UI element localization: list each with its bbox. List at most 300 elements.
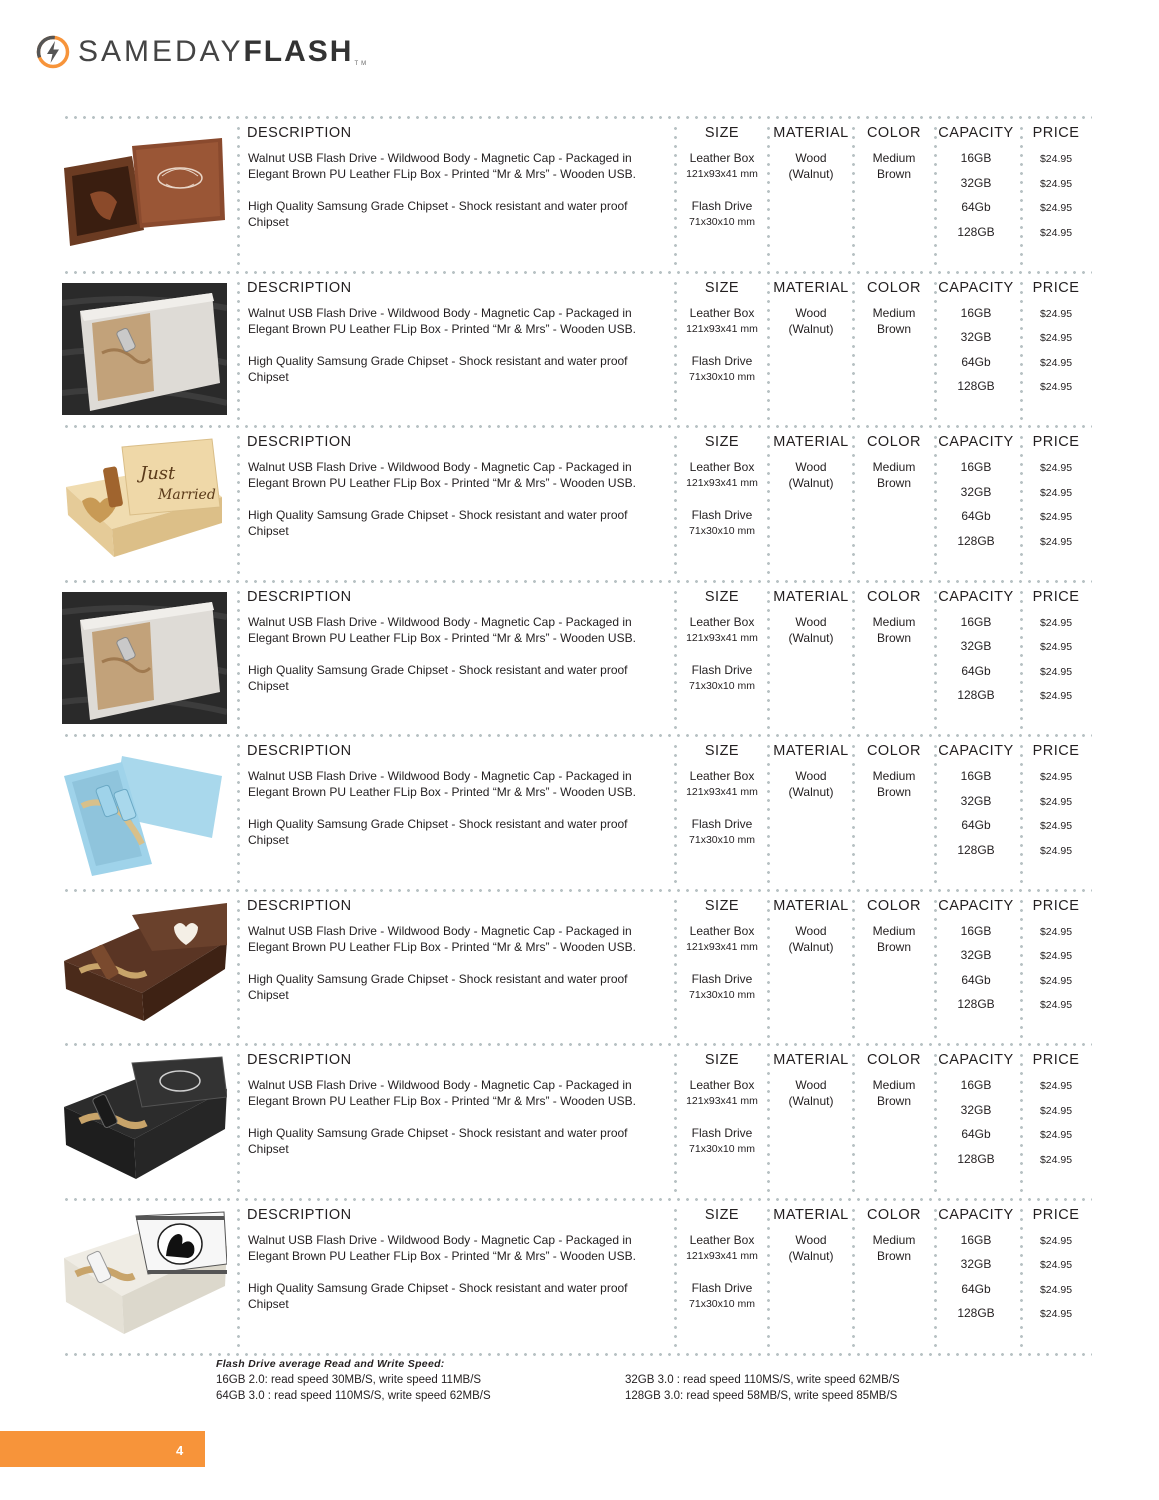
description-text-secondary: High Quality Samsung Grade Chipset - Shock resistant and water proof Chipset bbox=[248, 1126, 628, 1156]
color-detail: Brown bbox=[876, 939, 911, 954]
material-header: MATERIAL bbox=[773, 1052, 849, 1068]
description-text: Walnut USB Flash Drive - Wildwood Body - Magnetic Cap - Packaged in Elegant Brown PU Leather FLip Box - Printed “Mr & Mrs” - Wooden USB. bbox=[248, 769, 636, 799]
product-table bbox=[62, 116, 1092, 1352]
color-value: Medium bbox=[872, 614, 916, 629]
color-column bbox=[855, 743, 933, 800]
size-column bbox=[677, 1207, 767, 1312]
capacity-value: 128GB bbox=[957, 379, 995, 393]
color-column bbox=[855, 125, 933, 182]
size-column bbox=[677, 280, 767, 385]
material-header: MATERIAL bbox=[773, 897, 849, 914]
color-column bbox=[855, 280, 933, 337]
color-column bbox=[855, 1207, 933, 1264]
price-list bbox=[1021, 460, 1091, 558]
price-header: PRICE bbox=[1032, 1052, 1080, 1068]
color-header: COLOR bbox=[866, 125, 922, 141]
capacity-header: CAPACITY bbox=[938, 434, 1014, 450]
product-row bbox=[62, 580, 1092, 735]
size-box-label: Leather Box bbox=[689, 1078, 755, 1092]
product-row bbox=[62, 116, 1092, 271]
material-header: MATERIAL bbox=[773, 743, 849, 759]
description-header: DESCRIPTION bbox=[247, 588, 352, 605]
color-value: Medium bbox=[872, 1232, 916, 1247]
description-header: DESCRIPTION bbox=[247, 279, 352, 296]
material-column bbox=[771, 589, 851, 646]
price-value: $24.95 bbox=[1039, 795, 1073, 808]
dotted-column-divider bbox=[237, 279, 240, 424]
dotted-column-divider bbox=[237, 1051, 240, 1196]
capacity-value: 16GB bbox=[960, 1232, 992, 1247]
capacity-list bbox=[936, 1077, 1016, 1175]
capacity-list bbox=[936, 768, 1016, 866]
dotted-column-divider bbox=[767, 588, 770, 733]
capacity-list bbox=[936, 923, 1016, 1021]
price-value: $24.95 bbox=[1039, 1080, 1073, 1092]
description-header: DESCRIPTION bbox=[247, 125, 352, 141]
svg-text:Just: Just bbox=[140, 463, 176, 484]
capacity-value: 32GB bbox=[960, 793, 992, 808]
price-value: $24.95 bbox=[1039, 616, 1073, 629]
capacity-column bbox=[936, 280, 1016, 403]
product-image bbox=[62, 283, 227, 415]
size-column bbox=[677, 743, 767, 848]
size-box-dimensions: 121x93x41 mm bbox=[686, 322, 758, 335]
description-column bbox=[247, 280, 657, 385]
size-box-dimensions: 121x93x41 mm bbox=[686, 940, 758, 953]
product-row bbox=[62, 425, 1092, 580]
color-column bbox=[855, 434, 933, 491]
price-value: $24.95 bbox=[1039, 511, 1073, 523]
price-header: PRICE bbox=[1032, 125, 1080, 141]
size-box-label: Leather Box bbox=[689, 614, 755, 629]
size-box-dimensions: 121x93x41 mm bbox=[686, 1095, 758, 1107]
capacity-value: 32GB bbox=[960, 330, 992, 344]
dotted-divider bbox=[62, 1043, 1092, 1046]
price-column bbox=[1021, 743, 1091, 867]
product-image bbox=[62, 746, 227, 878]
capacity-value: 32GB bbox=[960, 639, 992, 653]
product-row bbox=[62, 1043, 1092, 1198]
color-header: COLOR bbox=[866, 897, 922, 914]
size-column bbox=[677, 434, 767, 539]
size-drive-label: Flash Drive bbox=[691, 1126, 753, 1140]
price-value: $24.95 bbox=[1039, 332, 1073, 344]
lightning-logo-icon bbox=[36, 35, 70, 69]
size-drive-dimensions: 71x30x10 mm bbox=[689, 988, 755, 1001]
dotted-column-divider bbox=[237, 1206, 240, 1351]
color-detail: Brown bbox=[876, 167, 911, 181]
footer-bar bbox=[0, 1431, 205, 1467]
capacity-value: 128GB bbox=[957, 688, 995, 702]
svg-text:Married: Married bbox=[158, 487, 216, 503]
price-value: $24.95 bbox=[1039, 486, 1073, 499]
capacity-column bbox=[936, 1207, 1016, 1330]
speed-title: Flash Drive average Read and Write Speed: bbox=[216, 1358, 445, 1370]
size-column bbox=[677, 589, 767, 694]
size-drive-dimensions: 71x30x10 mm bbox=[689, 216, 755, 228]
material-column bbox=[771, 898, 851, 955]
price-value: $24.95 bbox=[1039, 1104, 1073, 1117]
capacity-header: CAPACITY bbox=[938, 1206, 1014, 1223]
brand-wordmark bbox=[78, 37, 369, 67]
color-value: Medium bbox=[872, 923, 916, 938]
color-value: Medium bbox=[872, 151, 916, 165]
dotted-divider bbox=[62, 425, 1092, 428]
description-text-secondary: High Quality Samsung Grade Chipset - Shock resistant and water proof Chipset bbox=[248, 662, 628, 693]
capacity-header: CAPACITY bbox=[938, 1052, 1014, 1068]
price-value: $24.95 bbox=[1039, 381, 1073, 393]
capacity-value: 32GB bbox=[960, 484, 992, 499]
description-text: Walnut USB Flash Drive - Wildwood Body - Magnetic Cap - Packaged in Elegant Brown PU Leather FLip Box - Printed “Mr & Mrs” - Wooden USB. bbox=[248, 1232, 636, 1263]
material-value: Wood bbox=[795, 923, 827, 938]
dotted-column-divider bbox=[237, 588, 240, 733]
description-header: DESCRIPTION bbox=[247, 743, 352, 759]
material-detail: (Walnut) bbox=[788, 167, 834, 181]
color-header: COLOR bbox=[866, 434, 922, 450]
color-column bbox=[855, 1052, 933, 1109]
color-detail: Brown bbox=[876, 1248, 911, 1263]
size-box-dimensions: 121x93x41 mm bbox=[686, 1249, 758, 1262]
color-detail: Brown bbox=[876, 476, 911, 490]
description-text: Walnut USB Flash Drive - Wildwood Body - Magnetic Cap - Packaged in Elegant Brown PU Leather FLip Box - Printed “Mr & Mrs” - Wooden USB. bbox=[248, 460, 636, 490]
capacity-value: 16GB bbox=[960, 305, 992, 320]
material-column bbox=[771, 434, 851, 491]
capacity-header: CAPACITY bbox=[938, 279, 1014, 296]
product-image bbox=[62, 901, 227, 1033]
size-drive-label: Flash Drive bbox=[691, 817, 753, 831]
price-value: $24.95 bbox=[1039, 356, 1073, 369]
speed-line: 64GB 3.0 : read speed 110MS/S, write speed 62MB/S bbox=[216, 1390, 491, 1402]
material-header: MATERIAL bbox=[773, 588, 849, 605]
size-box-label: Leather Box bbox=[689, 460, 755, 474]
price-list bbox=[1021, 306, 1091, 404]
price-value: $24.95 bbox=[1039, 999, 1073, 1011]
description-column bbox=[247, 125, 657, 230]
price-value: $24.95 bbox=[1039, 1259, 1073, 1271]
price-header: PRICE bbox=[1032, 279, 1080, 296]
capacity-list bbox=[936, 459, 1016, 557]
capacity-column bbox=[936, 125, 1016, 248]
description-column bbox=[247, 898, 657, 1003]
description-text-secondary: High Quality Samsung Grade Chipset - Shock resistant and water proof Chipset bbox=[248, 508, 628, 538]
dotted-divider bbox=[62, 1198, 1092, 1201]
price-value: $24.95 bbox=[1039, 535, 1073, 548]
color-value: Medium bbox=[872, 1078, 916, 1092]
capacity-value: 128GB bbox=[957, 842, 995, 857]
capacity-value: 128GB bbox=[957, 533, 995, 548]
dotted-divider bbox=[62, 271, 1092, 274]
product-image bbox=[62, 128, 227, 260]
material-value: Wood bbox=[795, 614, 827, 629]
price-column bbox=[1021, 1052, 1091, 1176]
material-column bbox=[771, 125, 851, 182]
price-value: $24.95 bbox=[1039, 925, 1073, 938]
description-text: Walnut USB Flash Drive - Wildwood Body - Magnetic Cap - Packaged in Elegant Brown PU Leather FLip Box - Printed “Mr & Mrs” - Wooden USB. bbox=[248, 151, 636, 181]
price-value: $24.95 bbox=[1039, 771, 1073, 783]
material-value: Wood bbox=[795, 769, 827, 783]
description-header: DESCRIPTION bbox=[247, 1052, 352, 1068]
product-image bbox=[62, 1055, 227, 1187]
dotted-divider bbox=[62, 734, 1092, 737]
price-value: $24.95 bbox=[1039, 153, 1073, 165]
size-box-dimensions: 121x93x41 mm bbox=[686, 168, 758, 180]
size-header: SIZE bbox=[704, 588, 740, 605]
capacity-list bbox=[936, 305, 1016, 403]
color-column bbox=[855, 898, 933, 955]
dotted-column-divider bbox=[767, 1051, 770, 1196]
color-column bbox=[855, 589, 933, 646]
price-list bbox=[1021, 1078, 1091, 1176]
description-header: DESCRIPTION bbox=[247, 434, 352, 450]
description-text: Walnut USB Flash Drive - Wildwood Body - Magnetic Cap - Packaged in Elegant Brown PU Leather FLip Box - Printed “Mr & Mrs” - Wooden USB. bbox=[248, 923, 636, 954]
price-value: $24.95 bbox=[1039, 974, 1073, 987]
price-header: PRICE bbox=[1032, 434, 1080, 450]
price-value: $24.95 bbox=[1039, 1153, 1073, 1166]
capacity-value: 128GB bbox=[957, 224, 995, 239]
size-header: SIZE bbox=[704, 1206, 740, 1223]
material-header: MATERIAL bbox=[773, 279, 849, 296]
size-header: SIZE bbox=[704, 434, 740, 450]
speed-line: 16GB 2.0: read speed 30MB/S, write speed 11MB/S bbox=[216, 1374, 482, 1386]
dotted-column-divider bbox=[237, 742, 240, 887]
size-drive-dimensions: 71x30x10 mm bbox=[689, 679, 755, 692]
size-box-label: Leather Box bbox=[689, 769, 755, 783]
description-header: DESCRIPTION bbox=[247, 1206, 352, 1223]
color-value: Medium bbox=[872, 305, 916, 320]
price-list bbox=[1021, 924, 1091, 1022]
color-header: COLOR bbox=[866, 1052, 922, 1068]
capacity-header: CAPACITY bbox=[938, 897, 1014, 914]
product-row bbox=[62, 1198, 1092, 1353]
size-box-dimensions: 121x93x41 mm bbox=[686, 786, 758, 798]
color-detail: Brown bbox=[876, 321, 911, 336]
brand-name-bold: FLASH bbox=[243, 35, 354, 68]
capacity-value: 128GB bbox=[957, 1306, 995, 1320]
size-box-label: Leather Box bbox=[689, 1232, 755, 1247]
price-value: $24.95 bbox=[1039, 1283, 1073, 1296]
price-column bbox=[1021, 280, 1091, 404]
description-text-secondary: High Quality Samsung Grade Chipset - Shock resistant and water proof Chipset bbox=[248, 353, 628, 384]
description-text: Walnut USB Flash Drive - Wildwood Body - Magnetic Cap - Packaged in Elegant Brown PU Leather FLip Box - Printed “Mr & Mrs” - Wooden USB. bbox=[248, 1078, 636, 1108]
size-column bbox=[677, 125, 767, 230]
capacity-header: CAPACITY bbox=[938, 588, 1014, 605]
size-header: SIZE bbox=[704, 897, 740, 914]
dotted-column-divider bbox=[237, 433, 240, 578]
price-list bbox=[1021, 1233, 1091, 1331]
dotted-column-divider bbox=[767, 742, 770, 887]
size-column bbox=[677, 898, 767, 1003]
price-value: $24.95 bbox=[1039, 1234, 1073, 1247]
color-header: COLOR bbox=[866, 1206, 922, 1223]
material-value: Wood bbox=[795, 305, 827, 320]
price-list bbox=[1021, 151, 1091, 249]
dotted-column-divider bbox=[767, 1206, 770, 1351]
capacity-column bbox=[936, 589, 1016, 712]
size-drive-label: Flash Drive bbox=[691, 662, 753, 677]
price-value: $24.95 bbox=[1039, 641, 1073, 653]
description-column bbox=[247, 434, 657, 539]
price-column bbox=[1021, 434, 1091, 558]
material-value: Wood bbox=[795, 1232, 827, 1247]
size-drive-label: Flash Drive bbox=[691, 199, 753, 213]
price-value: $24.95 bbox=[1039, 844, 1073, 857]
size-box-label: Leather Box bbox=[689, 305, 755, 320]
capacity-value: 64Gb bbox=[961, 663, 991, 678]
price-value: $24.95 bbox=[1039, 690, 1073, 702]
capacity-column bbox=[936, 898, 1016, 1021]
capacity-value: 128GB bbox=[957, 1151, 995, 1166]
material-column bbox=[771, 743, 851, 800]
price-list bbox=[1021, 615, 1091, 713]
dotted-divider bbox=[62, 889, 1092, 892]
description-column bbox=[247, 589, 657, 694]
speed-line: 128GB 3.0: read speed 58MB/S, write speed 85MB/S bbox=[625, 1390, 898, 1402]
capacity-value: 32GB bbox=[960, 948, 992, 962]
size-box-dimensions: 121x93x41 mm bbox=[686, 631, 758, 644]
size-drive-label: Flash Drive bbox=[691, 1280, 753, 1295]
color-value: Medium bbox=[872, 769, 916, 783]
size-header: SIZE bbox=[704, 1052, 740, 1068]
material-header: MATERIAL bbox=[773, 434, 849, 450]
capacity-header: CAPACITY bbox=[938, 125, 1014, 141]
material-header: MATERIAL bbox=[773, 125, 849, 141]
product-image bbox=[62, 437, 227, 569]
capacity-list bbox=[936, 1232, 1016, 1330]
material-value: Wood bbox=[795, 460, 827, 474]
price-header: PRICE bbox=[1032, 1206, 1080, 1223]
color-detail: Brown bbox=[876, 785, 911, 799]
material-value: Wood bbox=[795, 1078, 827, 1092]
color-header: COLOR bbox=[866, 279, 922, 296]
description-column bbox=[247, 1052, 657, 1157]
capacity-value: 32GB bbox=[960, 1102, 992, 1117]
speed-notes bbox=[216, 1356, 491, 1404]
capacity-value: 32GB bbox=[960, 1257, 992, 1271]
capacity-column bbox=[936, 1052, 1016, 1175]
description-header: DESCRIPTION bbox=[247, 897, 352, 914]
capacity-value: 64Gb bbox=[961, 354, 991, 369]
product-row bbox=[62, 271, 1092, 426]
description-text-secondary: High Quality Samsung Grade Chipset - Shock resistant and water proof Chipset bbox=[248, 971, 628, 1002]
size-drive-label: Flash Drive bbox=[691, 971, 753, 986]
price-header: PRICE bbox=[1032, 743, 1080, 759]
capacity-value: 64Gb bbox=[961, 200, 991, 214]
description-text-secondary: High Quality Samsung Grade Chipset - Shock resistant and water proof Chipset bbox=[248, 1280, 628, 1311]
capacity-header: CAPACITY bbox=[938, 743, 1014, 759]
product-image bbox=[62, 1210, 227, 1342]
size-drive-dimensions: 71x30x10 mm bbox=[689, 1143, 755, 1155]
size-box-label: Leather Box bbox=[689, 923, 755, 938]
dotted-column-divider bbox=[237, 897, 240, 1042]
capacity-list bbox=[936, 614, 1016, 712]
dotted-column-divider bbox=[767, 124, 770, 269]
size-box-dimensions: 121x93x41 mm bbox=[686, 477, 758, 489]
description-column bbox=[247, 743, 657, 848]
price-value: $24.95 bbox=[1039, 307, 1073, 320]
color-detail: Brown bbox=[876, 1094, 911, 1108]
capacity-value: 64Gb bbox=[961, 1127, 991, 1141]
capacity-value: 16GB bbox=[960, 614, 992, 629]
dotted-column-divider bbox=[767, 897, 770, 1042]
capacity-value: 64Gb bbox=[961, 509, 991, 523]
capacity-value: 128GB bbox=[957, 997, 995, 1011]
price-column bbox=[1021, 589, 1091, 713]
material-detail: (Walnut) bbox=[788, 1248, 834, 1263]
price-header: PRICE bbox=[1032, 897, 1080, 914]
capacity-value: 16GB bbox=[960, 151, 992, 165]
capacity-value: 16GB bbox=[960, 923, 992, 938]
size-header: SIZE bbox=[704, 743, 740, 759]
description-column bbox=[247, 1207, 657, 1312]
page-number: 4 bbox=[176, 1443, 184, 1458]
size-drive-dimensions: 71x30x10 mm bbox=[689, 1297, 755, 1310]
price-value: $24.95 bbox=[1039, 820, 1073, 832]
brand-trademark: TM bbox=[354, 61, 370, 67]
price-value: $24.95 bbox=[1039, 1308, 1073, 1320]
color-header: COLOR bbox=[866, 588, 922, 605]
price-column bbox=[1021, 125, 1091, 249]
dotted-column-divider bbox=[767, 279, 770, 424]
price-value: $24.95 bbox=[1039, 665, 1073, 678]
material-detail: (Walnut) bbox=[788, 939, 834, 954]
color-value: Medium bbox=[872, 460, 916, 474]
capacity-value: 32GB bbox=[960, 175, 992, 190]
brand-name-light: SAMEDAY bbox=[78, 35, 244, 68]
price-value: $24.95 bbox=[1039, 202, 1073, 214]
color-header: COLOR bbox=[866, 743, 922, 759]
size-drive-dimensions: 71x30x10 mm bbox=[689, 525, 755, 537]
capacity-list bbox=[936, 150, 1016, 248]
capacity-value: 16GB bbox=[960, 1078, 992, 1092]
size-drive-dimensions: 71x30x10 mm bbox=[689, 370, 755, 383]
capacity-value: 16GB bbox=[960, 769, 992, 783]
product-row bbox=[62, 889, 1092, 1044]
price-value: $24.95 bbox=[1039, 1129, 1073, 1141]
size-drive-label: Flash Drive bbox=[691, 353, 753, 368]
size-header: SIZE bbox=[704, 279, 740, 296]
price-column bbox=[1021, 1207, 1091, 1331]
price-value: $24.95 bbox=[1039, 177, 1073, 190]
price-value: $24.95 bbox=[1039, 462, 1073, 474]
size-box-label: Leather Box bbox=[689, 151, 755, 165]
description-text: Walnut USB Flash Drive - Wildwood Body - Magnetic Cap - Packaged in Elegant Brown PU Leather FLip Box - Printed “Mr & Mrs” - Wooden USB. bbox=[248, 614, 636, 645]
size-header: SIZE bbox=[704, 125, 740, 141]
product-row bbox=[62, 734, 1092, 889]
dotted-divider bbox=[62, 116, 1092, 119]
material-column bbox=[771, 1052, 851, 1109]
material-column bbox=[771, 1207, 851, 1264]
material-detail: (Walnut) bbox=[788, 630, 834, 645]
color-detail: Brown bbox=[876, 630, 911, 645]
size-drive-label: Flash Drive bbox=[691, 508, 753, 522]
brand-logo bbox=[36, 33, 369, 71]
material-detail: (Walnut) bbox=[788, 785, 834, 799]
price-list bbox=[1021, 769, 1091, 867]
dotted-column-divider bbox=[767, 433, 770, 578]
price-header: PRICE bbox=[1032, 588, 1080, 605]
price-column bbox=[1021, 898, 1091, 1022]
material-detail: (Walnut) bbox=[788, 476, 834, 490]
size-drive-dimensions: 71x30x10 mm bbox=[689, 834, 755, 846]
material-detail: (Walnut) bbox=[788, 1094, 834, 1108]
dotted-column-divider bbox=[237, 124, 240, 269]
product-image bbox=[62, 592, 227, 724]
speed-notes-right bbox=[625, 1372, 900, 1404]
price-value: $24.95 bbox=[1039, 950, 1073, 962]
price-value: $24.95 bbox=[1039, 226, 1073, 239]
material-detail: (Walnut) bbox=[788, 321, 834, 336]
material-column bbox=[771, 280, 851, 337]
